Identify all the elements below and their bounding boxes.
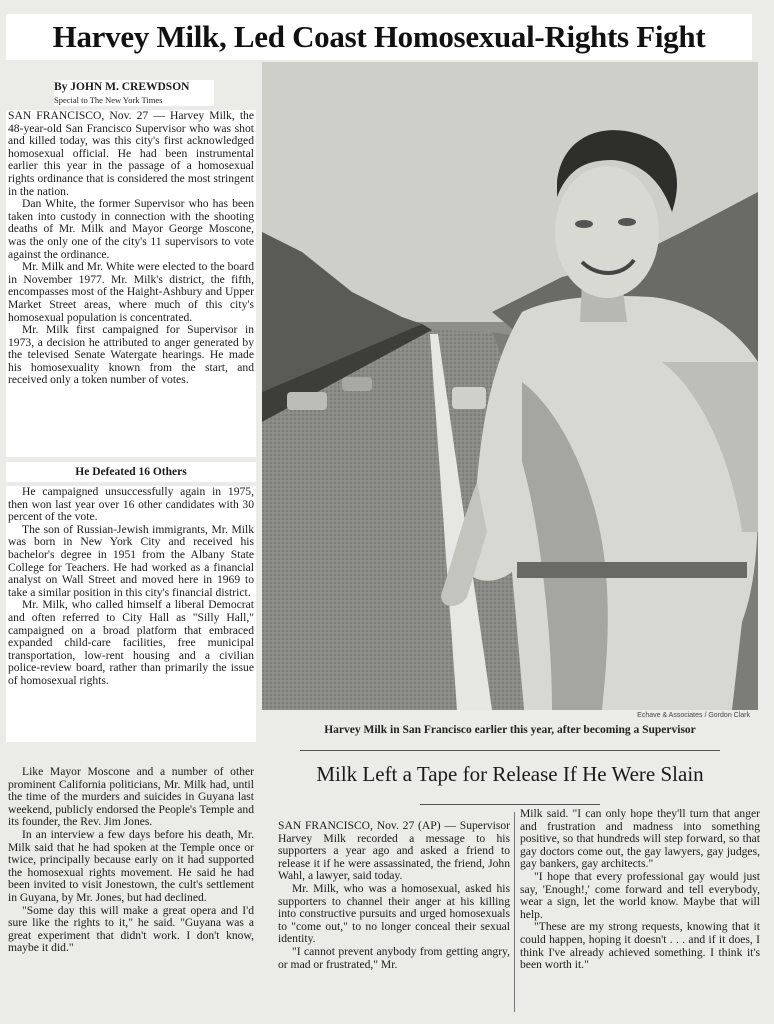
article2-column-2	[520, 808, 760, 1016]
paragraph: "Some day this will make a great opera and I'd sure like the rights to it," he said. "Guyana was a great experiment that didn't work. I don't know, maybe it did."	[8, 903, 254, 955]
harvey-milk-photo	[262, 62, 758, 710]
paragraph: "These are my strong requests, knowing that it could happen, hoping it doesn't . . . and if it does, I think I've already achieved something. I think it's been worth it."	[520, 920, 760, 972]
paragraph: "I hope that every professional gay would just say, 'Enough!,' come forward and tell everybody, wear a sign, let the world know. Maybe that will help.	[520, 869, 760, 921]
photo-caption: Harvey Milk in San Francisco earlier this year, after becoming a Supervisor	[324, 724, 696, 736]
article2-column-1	[278, 820, 510, 1016]
paragraph: Dan White, the former Supervisor who has been taken into custody in connection with the shooting deaths of Mr. Milk and Mayor George Moscone, was the only one of the city's 11 supervisors to vote against the ordinance.	[8, 197, 254, 261]
secondary-headline: Milk Left a Tape for Release If He Were Slain	[316, 762, 704, 786]
paragraph: SAN FRANCISCO, Nov. 27 (AP) — Supervisor Harvey Milk recorded a message to his supporters a year ago and asked a friend to release it if he were assassinated, the friend, John Wahl, a lawyer, said today.	[278, 819, 510, 883]
byline	[54, 80, 214, 106]
article-column-1	[6, 110, 256, 457]
paragraph: In an interview a few days before his death, Mr. Milk said that he had spoken at the Temple once or twice, principally because early on it had supported the homosexual rights movement. He said he had been invited to visit Jonestown, the cult's settlement in Guyana, by Mr. Jones, but had declined.	[8, 827, 254, 904]
byline-author: By JOHN M. CREWDSON	[54, 81, 190, 93]
paragraph: SAN FRANCISCO, Nov. 27 — Harvey Milk, the 48-year-old San Francisco Supervisor who was shot and killed today, was this city's first acknowledged homosexual official. He had been instrumental earlier this year in the passage of a homosexual rights ordinance that is considered the most stringent in the nation.	[8, 109, 254, 198]
column-divider	[514, 812, 515, 1012]
subheading: He Defeated 16 Others	[6, 462, 256, 482]
divider	[300, 750, 720, 751]
paragraph: Mr. Milk and Mr. White were elected to the board in November 1977. Mr. Milk's district, the fifth, encompasses most of the Haight-Ashbury and Upper Market Street areas, where much of this city's homosexual population is concentrated.	[8, 260, 254, 324]
paragraph: Like Mayor Moscone and a number of other prominent California politicians, Mr. Milk had, until the time of the murders and suicides in Guyana last weekend, publicly endorsed the People's Temple and its founder, the Rev. Jim Jones.	[8, 765, 254, 829]
paragraph: Mr. Milk, who was a homosexual, asked his supporters to channel their anger at his killing into constructive pursuits and urged homosexuals to "come out," to no longer conceal their sexual identity.	[278, 881, 510, 946]
photo-credit: Echave & Associates / Gordon Clark	[637, 712, 750, 719]
byline-special: Special to The New York Times	[54, 95, 163, 105]
paragraph: The son of Russian-Jewish immigrants, Mr. Milk was born in New York City and received his bachelor's degree in 1951 from the Albany State College for Teachers. He had worked as a financial analyst on Wall Street and moved here in 1969 to take a similar position in this city's financial district.	[8, 522, 254, 599]
article-column-3	[6, 766, 256, 1016]
article-column-2	[6, 486, 256, 742]
paragraph: Mr. Milk first campaigned for Supervisor in 1973, a decision he attributed to anger generated by the televised Senate Watergate hearings. He made his homosexuality known from the start, and received only a token number of votes.	[8, 323, 254, 387]
paragraph: "I cannot prevent anybody from getting angry, or mad or frustrated," Mr.	[278, 944, 510, 971]
main-headline: Harvey Milk, Led Coast Homosexual-Rights Fight	[6, 14, 752, 60]
paragraph: Mr. Milk, who called himself a liberal Democrat and often referred to City Hall as "Silly Hall," campaigned on a broad platform that embraced expanded child-care facilities, free municipal transportation, low-rent housing and a civilian police-review board, rather than primarily the issue of homosexual rights.	[8, 598, 254, 687]
photo-illustration	[262, 62, 758, 710]
paragraph: He campaigned unsuccessfully again in 1975, then won last year over 16 other candidates with 30 percent of the vote.	[8, 485, 254, 524]
divider	[420, 804, 600, 805]
paragraph: Milk said. "I can only hope they'll turn that anger and frustration and madness into something positive, so that hundreds will step forward, so that gay doctors come out, the gay lawyers, gay judges, gay bankers, gay architects."	[520, 807, 760, 871]
